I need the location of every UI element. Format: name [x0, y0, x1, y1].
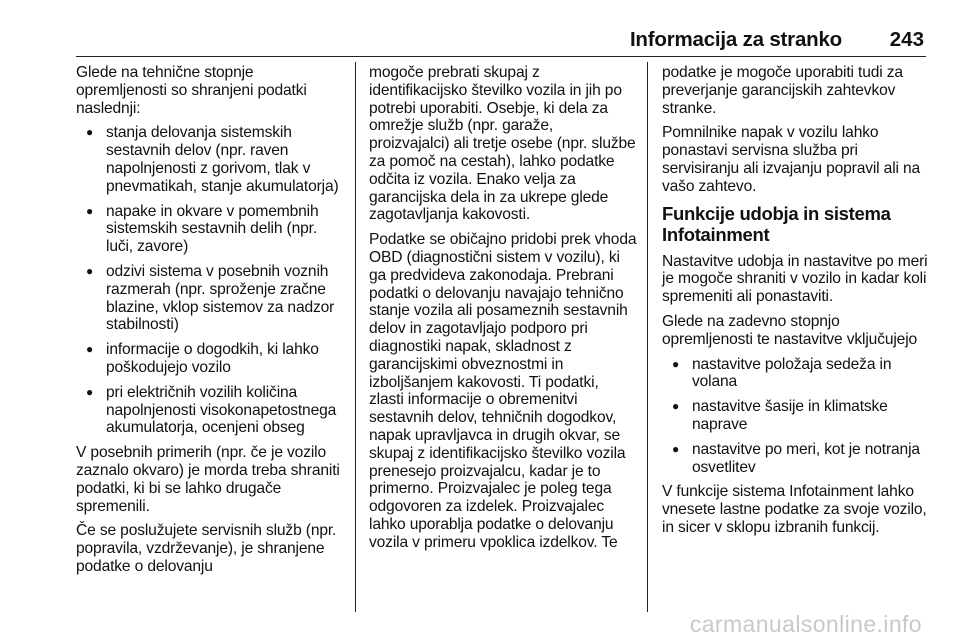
- paragraph: Podatke se običajno pridobi prek vhoda OBD (diagnostični sistem v vozilu), ki ga predvideva zakonodaja. Prebrani podatki o delovanju navajajo tehnično stanje vozila ali posameznih sestavnih delov in zagotavljajo podporo pri diagnostiki napak, skladnost z garancijskimi obveznostmi in izboljšanjem kakovosti. Ti podatki, zlasti informacije o obremenitvi sestavnih delov, tehničnih dogodkov, napak upravljavca in drugih okvar, se skupaj z identifikacijsko številko vozila prenesejo proizvajalcu, kadar je to primerno. Proizvajalec je poleg tega odgovoren za izdelek. Proizvajalec lahko uporablja podatke o delovanju vozila v primeru vpoklica izdelkov. Te: [369, 231, 637, 551]
- column-2: [369, 64, 637, 559]
- page-number: 243: [889, 28, 924, 51]
- column-1: [76, 64, 348, 583]
- paragraph: mogoče prebrati skupaj z identifikacijsko številko vozila in jih po potrebi uporabiti. Osebje, ki dela za omrežje služb (npr. garaže, proizvajalci) ali tretje osebe (npr. službe za pomoč na cestah), lahko podatke odčita iz vozila. Enako velja za garancijska dela in za ukrepe glede zagotavljanja kakovosti.: [369, 64, 636, 224]
- bullet-list: [76, 124, 348, 437]
- section-heading: Funkcije udobja in sistema Infotainment: [662, 202, 891, 245]
- list-item: ● nastavitve položaja sedeža in volana: [662, 356, 928, 392]
- list-item: ● nastavitve po meri, kot je notranja osvetlitev: [662, 441, 928, 477]
- paragraph: Glede na tehnične stopnje opremljenosti so shranjeni podatki naslednji:: [76, 64, 307, 117]
- column-3: [662, 64, 928, 544]
- paragraph: podatke je mogoče uporabiti tudi za preverjanje garancijskih zahtevkov stranke.: [662, 64, 903, 117]
- bullet-list: [662, 356, 928, 477]
- paragraph: V posebnih primerih (npr. če je vozilo zaznalo okvaro) je morda treba shraniti podatki, ki bi se lahko drugače spremenili.: [76, 444, 340, 515]
- column-divider-2: [647, 62, 648, 612]
- page-header: [76, 24, 926, 57]
- paragraph: V funkcije sistema Infotainment lahko vnesete lastne podatke za svoje vozilo, in sicer v sklopu izbranih funkcij.: [662, 483, 927, 536]
- list-item: ● nastavitve šasije in klimatske naprave: [662, 398, 928, 434]
- paragraph: Pomnilnike napak v vozilu lahko ponastavi servisna služba pri servisiranju ali izvajanju popravil ali na vašo zahtevo.: [662, 124, 921, 195]
- list-item: ● stanja delovanja sistemskih sestavnih delov (npr. raven napolnjenosti z gorivom, tlak v pnevmatikah, stanje akumulatorja): [76, 124, 348, 195]
- page-title: Informacija za stranko: [629, 28, 842, 51]
- paragraph: Glede na zadevno stopnjo opremljenosti te nastavitve vključujejo: [662, 312, 918, 348]
- watermark: carmanualsonline.info: [689, 611, 922, 637]
- list-item: ● odzivi sistema v posebnih voznih razmerah (npr. sproženje zračne blazine, vklop sistemov za nadzor stabilnosti): [76, 263, 348, 334]
- paragraph: Nastavitve udobja in nastavitve po meri je mogoče shraniti v vozilo in kadar koli spremeniti ali ponastaviti.: [662, 252, 928, 306]
- column-divider-1: [355, 62, 356, 612]
- paragraph: Če se poslužujete servisnih služb (npr. popravila, vzdrževanje), je shranjene podatke o delovanju: [76, 522, 337, 575]
- list-item: ● informacije o dogodkih, ki lahko poškodujejo vozilo: [76, 341, 348, 377]
- list-item: ● napake in okvare v pomembnih sistemskih sestavnih delih (npr. luči, zavore): [76, 203, 348, 256]
- list-item: ● pri električnih vozilih količina napolnjenosti visokonapetostnega akumulatorja, ocenjeni obseg: [76, 384, 348, 437]
